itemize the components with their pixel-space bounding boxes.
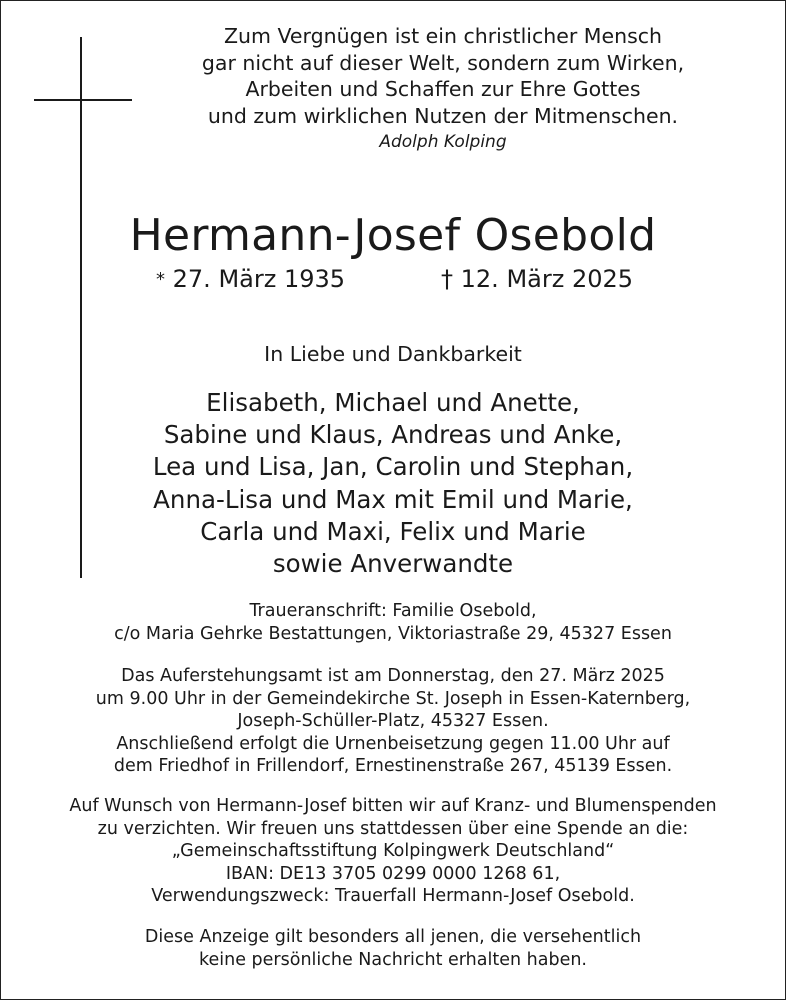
donation-line: Auf Wunsch von Hermann-Josef bitten wir auf Kranz- und Blumenspenden [69,796,717,816]
family-list [1,387,785,580]
quote-line: Zum Vergnügen ist ein christlicher Mensch [223,24,663,48]
birth-star-icon: * [156,269,165,290]
death-cross-icon: † [441,265,453,293]
family-line: Lea und Lisa, Jan, Carolin und Stephan, [152,452,634,482]
closing-line: keine persönliche Nachricht erhalten haben. [199,949,587,970]
address-line: Traueranschrift: Familie Osebold, [249,601,537,621]
quote-author: Adolph Kolping [379,132,507,152]
closing-line: Diese Anzeige gilt besonders all jenen, die versehentlich [144,927,642,947]
donation-request [1,795,785,908]
quote-line: gar nicht auf dieser Welt, sondern zum Wirken, [201,50,685,75]
address-line: c/o Maria Gehrke Bestattungen, Viktoriastraße 29, 45327 Essen [114,623,672,644]
death-date [441,263,633,295]
donation-line: IBAN: DE13 3705 0299 0000 1268 61, [225,863,561,884]
family-line: Carla und Maxi, Felix und Marie [200,516,586,546]
donation-line: Verwendungszweck: Trauerfall Hermann-Josef Osebold. [151,886,635,906]
donation-line: „Gemeinschaftsstiftung Kolpingwerk Deutschland“ [171,841,615,861]
dedication: In Liebe und Dankbarkeit [264,342,522,366]
service-line: dem Friedhof in Frillendorf, Ernestinenstraße 267, 45139 Essen. [113,756,673,776]
service-line: Joseph-Schüller-Platz, 45327 Essen. [237,711,549,731]
service-line: Anschließend erfolgt die Urnenbeisetzung gegen 11.00 Uhr auf [116,733,670,754]
quote-line: Arbeiten und Schaffen zur Ehre Gottes [245,77,641,101]
family-line: Sabine und Klaus, Andreas und Anke, [163,420,623,450]
closing-note [1,926,785,971]
family-line: Elisabeth, Michael und Anette, [206,388,580,417]
deceased-name: Hermann-Josef Osebold [129,210,657,261]
birth-date-text: 27. März 1935 [172,265,346,293]
funeral-service-info [1,665,785,778]
birth-date [156,263,345,298]
mourning-address [1,600,785,645]
quote-line: und zum wirklichen Nutzen der Mitmenschen. [207,103,679,128]
kolping-quote [101,23,785,155]
service-line: Das Auferstehungsamt ist am Donnerstag, den 27. März 2025 [121,666,665,686]
family-line: Anna-Lisa und Max mit Emil und Marie, [153,484,633,514]
donation-line: zu verzichten. Wir freuen uns stattdessen über eine Spende an die: [97,818,689,839]
service-line: um 9.00 Uhr in der Gemeindekirche St. Joseph in Essen-Katernberg, [95,688,691,709]
death-date-text: 12. März 2025 [460,265,634,293]
family-line: sowie Anverwandte [272,549,514,579]
